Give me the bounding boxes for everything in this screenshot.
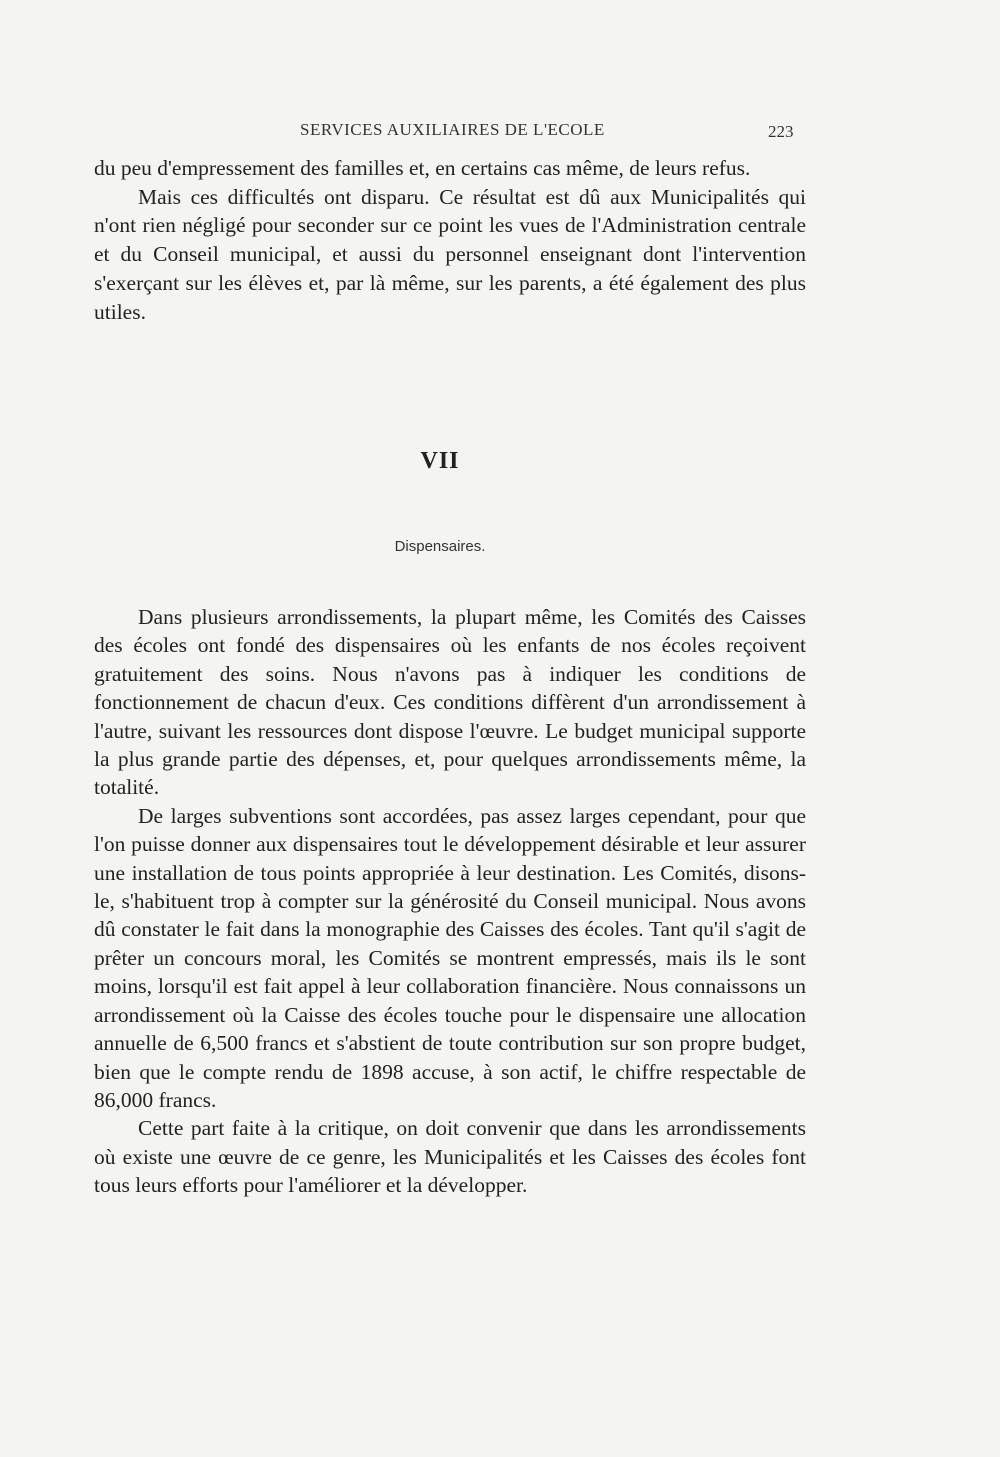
paragraph: De larges subventions sont accordées, pas assez larges cependant, pour que l'on puisse donner aux dispensaires tout le développement désirable et leur assurer une installation de tous points appropriée à leur destination. Les Comités, disons-le, s'habituent trop à compter sur la générosité du Conseil municipal. Nous avons dû constater le fait dans la monographie des Caisses des écoles. Tant qu'il s'agit de prêter un concours moral, les Comités se montrent empressés, mais ils le sont moins, lorsqu'il est fait appel à leur collaboration financière. Nous connaissons un arrondissement où la Caisse des écoles touche pour le dispensaire une allocation annuelle de 6,500 francs et s'abstient de toute contribution sur son propre budget, bien que le compte rendu de 1898 accuse, à son actif, le chiffre respectable de 86,000 francs. <box>94 803 806 1112</box>
section-title: Dispensaires. <box>394 538 486 555</box>
page-number: 223 <box>768 122 794 141</box>
paragraph: Dans plusieurs arrondissements, la plupart même, les Comités des Caisses des écoles ont fondé des dispensaires où les enfants de nos écoles reçoivent gratuitement des soins. Nous n'avons pas à indiquer les conditions de fonctionnement de chacun d'eux. Ces conditions diffèrent d'un arrondissement à l'autre, suivant les ressources dont dispose l'œuvre. Le budget municipal supporte la plus grande partie des dépenses, et, pour quelques arrondissements même, la totalité. <box>94 605 806 800</box>
paragraph: du peu d'empressement des familles et, en certains cas même, de leurs refus. <box>94 156 751 180</box>
running-head: SERVICES AUXILIAIRES DE L'ECOLE <box>300 120 605 139</box>
paragraph: Cette part faite à la critique, on doit convenir que dans les arrondissements où existe une œuvre de ce genre, les Municipalités et les Caisses des écoles font tous leurs efforts pour l'améliorer et la développer. <box>94 1116 806 1198</box>
continued-text <box>94 154 806 326</box>
section-body <box>94 603 806 1200</box>
section-number: VII <box>420 448 460 474</box>
paragraph: Mais ces difficultés ont disparu. Ce résultat est dû aux Municipalités qui n'ont rien négligé pour seconder sur ce point les vues de l'Administration centrale et du Conseil municipal, et aussi du personnel enseignant dont l'intervention s'exerçant sur les élèves et, par là même, sur les parents, a été également des plus utiles. <box>94 184 806 324</box>
